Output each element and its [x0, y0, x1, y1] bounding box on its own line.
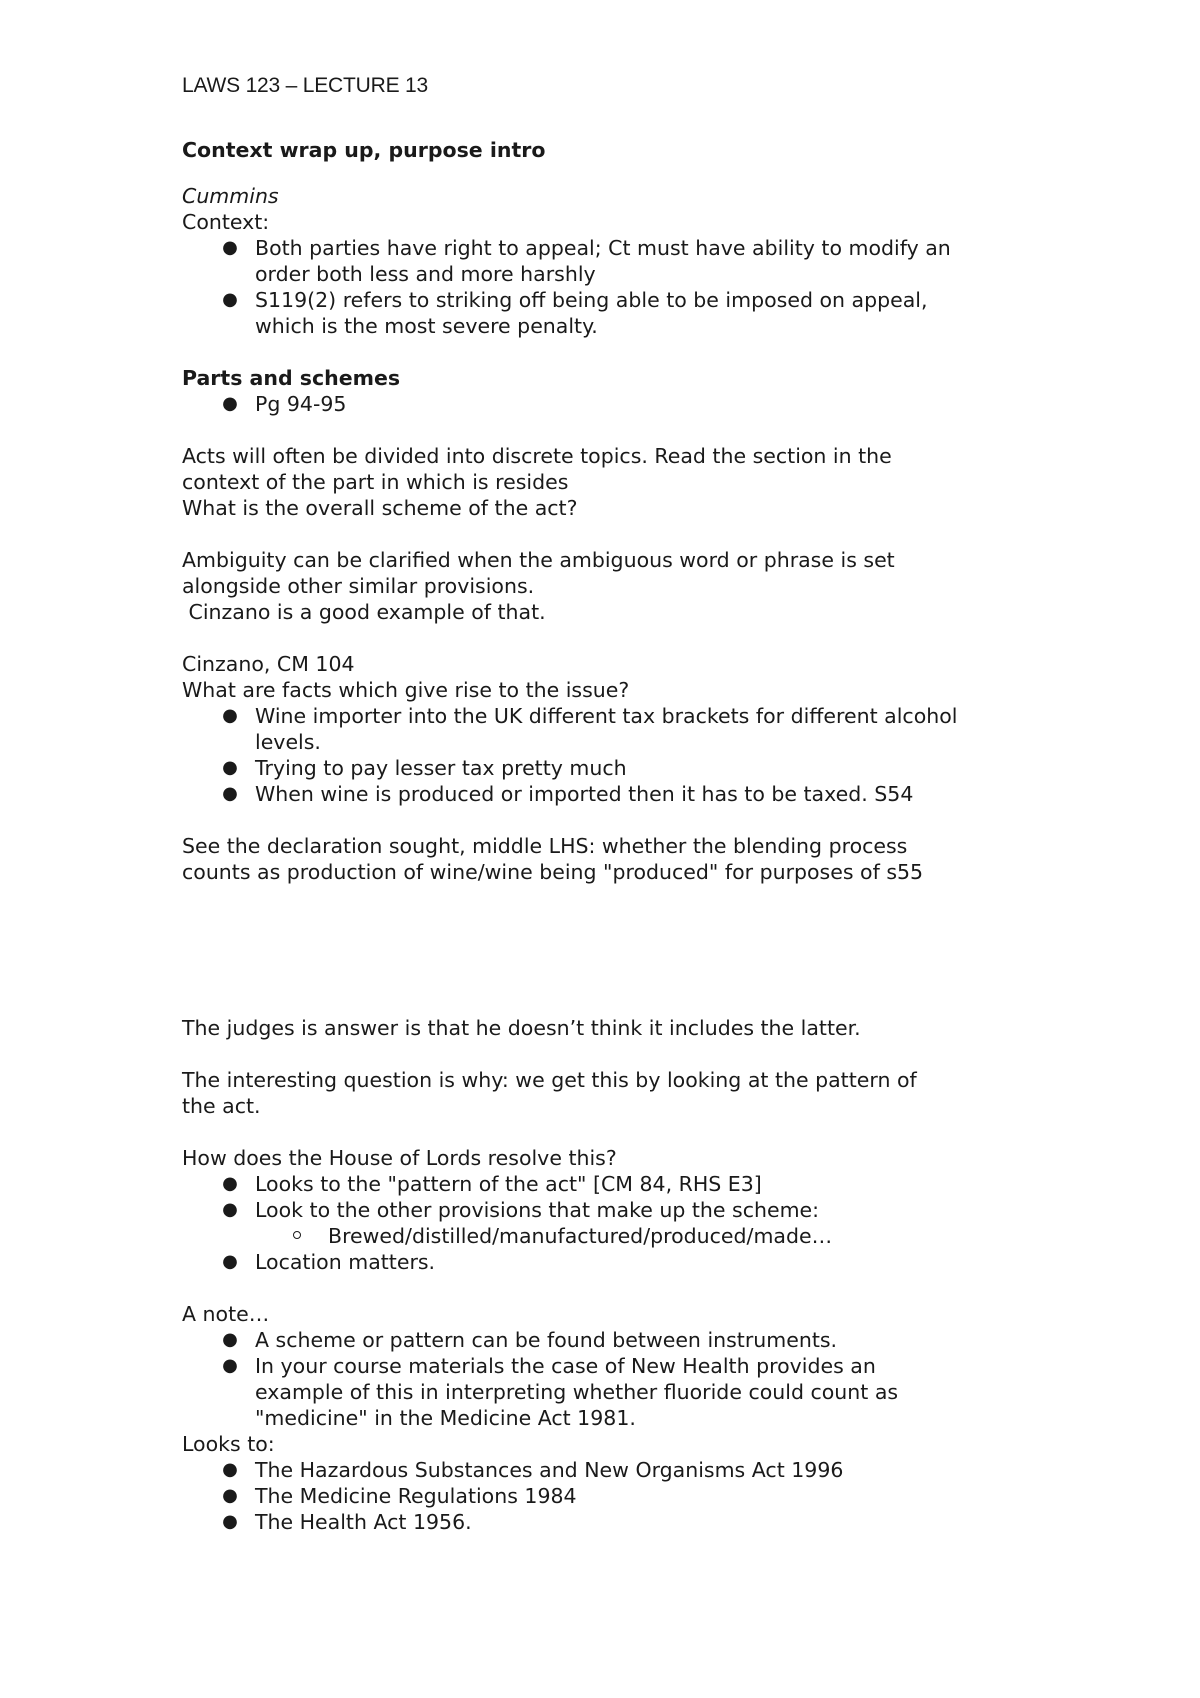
list-item: [182, 1327, 1062, 1353]
bullet-icon: ●: [222, 705, 238, 726]
spacer: [182, 1119, 1062, 1145]
list-item-line: When wine is produced or imported then it has to be taxed. S54: [255, 782, 914, 806]
context-label: Context:: [182, 210, 270, 234]
spacer: [182, 163, 1062, 183]
list-item-line: S119(2) refers to striking off being able to be imposed on appeal,: [255, 288, 928, 312]
list-item-line: Both parties have right to appeal; Ct must have ability to modify an: [255, 236, 951, 260]
bullet-icon: ●: [222, 393, 238, 414]
bullet-icon: ●: [222, 1173, 238, 1194]
spacer: [182, 1275, 1062, 1301]
paragraph-line: counts as production of wine/wine being "produced" for purposes of s55: [182, 860, 924, 884]
spacer: [182, 339, 1062, 365]
list-item-line: The Health Act 1956.: [255, 1510, 472, 1534]
list-item-line: "medicine" in the Medicine Act 1981.: [255, 1406, 636, 1430]
note-label: A note…: [182, 1302, 270, 1326]
bullet-icon: ●: [222, 237, 238, 258]
document-page: [182, 72, 1062, 1535]
list-item: [182, 235, 1062, 287]
paragraph-line: context of the part in which is resides: [182, 470, 569, 494]
list-item: [182, 1197, 1062, 1249]
list-item: [182, 1171, 1062, 1197]
spacer: [182, 625, 1062, 651]
document-title: LAWS 123 – LECTURE 13: [182, 74, 428, 97]
list-item: [182, 1457, 1062, 1483]
paragraph-line: the act.: [182, 1094, 261, 1118]
list-item: [182, 287, 1062, 339]
paragraph-line: The interesting question is why: we get this by looking at the pattern of: [182, 1068, 917, 1092]
list-item: [182, 755, 1062, 781]
list-item: [182, 1353, 1062, 1431]
list-item: [182, 1483, 1062, 1509]
bullet-icon: ●: [222, 757, 238, 778]
list-item-line: Location matters.: [255, 1250, 436, 1274]
list-item-line: Wine importer into the UK different tax brackets for different alcohol: [255, 704, 958, 728]
paragraph-line: alongside other similar provisions.: [182, 574, 535, 598]
bullet-icon: ●: [222, 1485, 238, 1506]
facts-bullet-list: [182, 703, 1062, 807]
looks-to-bullet-list: [182, 1457, 1062, 1535]
list-item-line: The Medicine Regulations 1984: [255, 1484, 577, 1508]
judge-answer: The judges is answer is that he doesn’t think it includes the latter.: [182, 1016, 861, 1040]
list-item: [182, 703, 1062, 755]
section-heading-context: Context wrap up, purpose intro: [182, 138, 546, 162]
bullet-icon: ●: [222, 1329, 238, 1350]
spacer: [182, 1041, 1062, 1067]
paragraph-line: Cinzano is a good example of that.: [182, 600, 546, 624]
paragraph-line: Acts will often be divided into discrete topics. Read the section in the: [182, 444, 892, 468]
list-item-line: order both less and more harshly: [255, 262, 596, 286]
list-item-line: Trying to pay lesser tax pretty much: [255, 756, 627, 780]
list-item-line: Pg 94-95: [255, 392, 347, 416]
hol-bullet-list: [182, 1171, 1062, 1275]
list-item-line: A scheme or pattern can be found between instruments.: [255, 1328, 838, 1352]
parts-bullet-list: [182, 391, 1062, 417]
paragraph-line: What is the overall scheme of the act?: [182, 496, 578, 520]
spacer: [182, 885, 1062, 1015]
list-item: [182, 391, 1062, 417]
bullet-icon: ●: [222, 783, 238, 804]
note-bullet-list: [182, 1327, 1062, 1431]
list-item: [182, 1249, 1062, 1275]
spacer: [182, 807, 1062, 833]
list-item-line: Looks to the "pattern of the act" [CM 84, RHS E3]: [255, 1172, 762, 1196]
hol-question: How does the House of Lords resolve this?: [182, 1146, 617, 1170]
list-item-line: which is the most severe penalty.: [255, 314, 598, 338]
spacer: [182, 100, 1062, 137]
bullet-icon: ●: [222, 1251, 238, 1272]
list-item: [182, 781, 1062, 807]
hollow-bullet-icon: [293, 1231, 301, 1239]
case-name-cummins: Cummins: [182, 184, 279, 208]
section-heading-parts: Parts and schemes: [182, 366, 401, 390]
spacer: [182, 521, 1062, 547]
list-item-line: Look to the other provisions that make up the scheme:: [255, 1198, 820, 1222]
list-item-line: The Hazardous Substances and New Organisms Act 1996: [255, 1458, 844, 1482]
list-item-line: example of this in interpreting whether fluoride could count as: [255, 1380, 899, 1404]
looks-to-label: Looks to:: [182, 1432, 275, 1456]
paragraph-line: Ambiguity can be clarified when the ambiguous word or phrase is set: [182, 548, 895, 572]
list-item-line: In your course materials the case of New Health provides an: [255, 1354, 876, 1378]
list-item-line: Brewed/distilled/manufactured/produced/made…: [328, 1224, 833, 1248]
sub-list-item: [255, 1223, 1062, 1249]
bullet-icon: ●: [222, 1511, 238, 1532]
bullet-icon: ●: [222, 1199, 238, 1220]
bullet-icon: ●: [222, 1355, 238, 1376]
facts-question: What are facts which give rise to the issue?: [182, 678, 630, 702]
case-reference-cinzano: Cinzano, CM 104: [182, 652, 355, 676]
context-bullet-list: [182, 235, 1062, 339]
list-item: [182, 1509, 1062, 1535]
list-item-line: levels.: [255, 730, 321, 754]
paragraph-line: See the declaration sought, middle LHS: whether the blending process: [182, 834, 908, 858]
bullet-icon: ●: [222, 289, 238, 310]
bullet-icon: ●: [222, 1459, 238, 1480]
sub-bullet-list: [255, 1223, 1062, 1249]
spacer: [182, 417, 1062, 443]
